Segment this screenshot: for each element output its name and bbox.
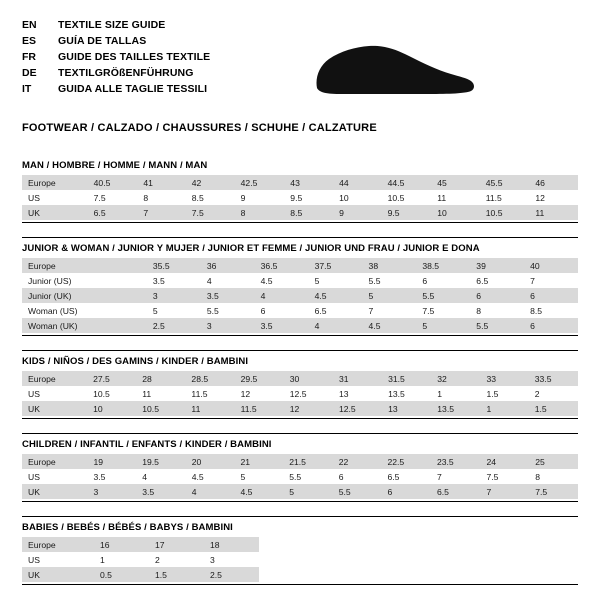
table-row [22, 567, 259, 582]
size-cell: 8.5 [186, 190, 235, 205]
row-label: Woman (US) [22, 303, 93, 318]
size-cell: 3 [88, 484, 137, 499]
size-section [22, 516, 578, 585]
size-cell: 10 [333, 190, 381, 205]
size-cell: 2.5 [204, 567, 259, 582]
size-cell: 4 [255, 288, 309, 303]
size-cell: 6 [470, 288, 524, 303]
language-title-row [22, 18, 210, 32]
size-cell: 11 [185, 401, 234, 416]
size-cell: 4.5 [234, 484, 283, 499]
size-cell: 8 [529, 469, 578, 484]
language-title-row [22, 82, 210, 96]
table-row [22, 469, 578, 484]
language-title: GUIDE DES TAILLES TEXTILE [58, 51, 211, 63]
size-cell: 41 [137, 175, 185, 190]
size-cell: 0.5 [94, 567, 149, 582]
size-cell: 10 [431, 205, 479, 220]
row-label: Europe [22, 258, 93, 273]
size-cell: 5.5 [283, 469, 333, 484]
size-cell: 21 [234, 454, 283, 469]
row-label: UK [22, 567, 94, 582]
table-row [22, 454, 578, 469]
row-label: UK [22, 401, 87, 416]
size-cell: 3.5 [255, 318, 309, 333]
size-cell: 7.5 [186, 205, 235, 220]
size-section-title: MAN / HOMBRE / HOMME / MANN / MAN [22, 160, 208, 171]
size-cell: 11 [136, 386, 185, 401]
shoe-illustration [210, 18, 578, 104]
size-cell: 38 [363, 258, 417, 273]
size-cell: 10.5 [87, 386, 136, 401]
size-section [22, 237, 578, 336]
row-label: US [22, 190, 88, 205]
size-cell: 29.5 [235, 371, 284, 386]
size-cell: 6 [524, 318, 578, 333]
size-cell: 1.5 [529, 401, 578, 416]
size-section [22, 433, 578, 502]
table-row [22, 303, 578, 318]
size-cell [93, 318, 146, 333]
language-title-row [22, 50, 210, 64]
size-cell: 19.5 [136, 454, 186, 469]
language-code: EN [22, 19, 37, 31]
table-row [22, 386, 578, 401]
row-label: Europe [22, 537, 94, 552]
size-cell: 5.5 [416, 288, 470, 303]
size-cell: 8 [470, 303, 524, 318]
size-cell: 10.5 [136, 401, 185, 416]
size-cell: 5.5 [333, 484, 382, 499]
size-cell: 10.5 [382, 190, 432, 205]
size-cell: 5 [309, 273, 363, 288]
language-title: GUIDA ALLE TAGLIE TESSILI [58, 83, 208, 95]
size-cell: 3.5 [201, 288, 255, 303]
size-cell: 4.5 [309, 288, 363, 303]
size-cell: 13.5 [382, 386, 431, 401]
size-cell: 4 [309, 318, 363, 333]
table-row [22, 484, 578, 499]
size-cell: 9.5 [382, 205, 432, 220]
language-title-row [22, 34, 210, 48]
size-cell: 5.5 [363, 273, 417, 288]
size-cell: 44.5 [382, 175, 432, 190]
size-cell: 1 [480, 401, 528, 416]
size-cell: 12 [529, 190, 578, 205]
row-label: US [22, 386, 87, 401]
size-cell: 16 [94, 537, 149, 552]
section-divider [22, 335, 578, 336]
row-label: US [22, 552, 94, 567]
size-cell: 8.5 [524, 303, 578, 318]
language-title-row [22, 66, 210, 80]
section-divider [22, 222, 578, 223]
size-cell: 3.5 [147, 273, 201, 288]
size-cell: 10.5 [480, 205, 530, 220]
size-cell: 7 [137, 205, 185, 220]
size-cell: 28 [136, 371, 185, 386]
size-cell: 46 [529, 175, 578, 190]
size-cell: 7 [524, 273, 578, 288]
size-cell: 39 [470, 258, 524, 273]
size-cell: 36.5 [255, 258, 309, 273]
size-cell: 11 [529, 205, 578, 220]
size-cell: 6 [333, 469, 382, 484]
size-cell: 6.5 [88, 205, 138, 220]
language-code: DE [22, 67, 37, 79]
size-cell: 44 [333, 175, 381, 190]
size-table [22, 454, 578, 499]
size-cell: 5 [283, 484, 333, 499]
size-cell: 10 [87, 401, 136, 416]
size-cell: 19 [88, 454, 137, 469]
size-cell: 5 [416, 318, 470, 333]
size-table [22, 258, 578, 333]
size-section-title: CHILDREN / INFANTIL / ENFANTS / KINDER / BAMBINI [22, 439, 272, 450]
language-code: FR [22, 51, 36, 63]
size-table [22, 175, 578, 220]
row-label: Europe [22, 371, 87, 386]
size-cell: 6 [416, 273, 470, 288]
size-cell: 42.5 [235, 175, 285, 190]
language-code: IT [22, 83, 32, 95]
size-cell: 9.5 [284, 190, 333, 205]
size-cell: 28.5 [185, 371, 234, 386]
size-cell: 6.5 [431, 484, 481, 499]
table-row [22, 318, 578, 333]
size-cell: 38.5 [416, 258, 470, 273]
size-cell: 7.5 [529, 484, 578, 499]
size-cell: 3 [147, 288, 201, 303]
size-cell: 1 [94, 552, 149, 567]
row-label: UK [22, 205, 88, 220]
language-title: TEXTILGRÖßENFÜHRUNG [58, 67, 194, 79]
size-cell: 2 [149, 552, 204, 567]
size-cell: 25 [529, 454, 578, 469]
size-cell: 21.5 [283, 454, 333, 469]
row-label: UK [22, 484, 88, 499]
size-cell [93, 288, 146, 303]
size-section-title: KIDS / NIÑOS / DES GAMINS / KINDER / BAMBINI [22, 356, 249, 367]
language-title-list [22, 18, 210, 96]
size-section [22, 350, 578, 419]
size-cell [93, 273, 146, 288]
section-divider [22, 418, 578, 419]
table-row [22, 190, 578, 205]
table-row [22, 288, 578, 303]
size-cell: 35.5 [147, 258, 201, 273]
size-cell: 11.5 [480, 190, 530, 205]
size-cell: 6.5 [381, 469, 431, 484]
size-cell: 11.5 [185, 386, 234, 401]
size-cell: 2 [529, 386, 578, 401]
size-cell: 7 [431, 469, 481, 484]
table-row [22, 552, 259, 567]
size-cell: 5 [363, 288, 417, 303]
size-section-title: JUNIOR & WOMAN / JUNIOR Y MUJER / JUNIOR ET FEMME / JUNIOR UND FRAU / JUNIOR E DONA [22, 243, 480, 254]
size-cell: 9 [235, 190, 285, 205]
size-cell: 6.5 [309, 303, 363, 318]
size-cell: 4 [136, 469, 186, 484]
size-cell: 43 [284, 175, 333, 190]
size-cell: 6 [381, 484, 431, 499]
size-cell [93, 258, 146, 273]
size-cell: 45.5 [480, 175, 530, 190]
size-cell: 27.5 [87, 371, 136, 386]
size-cell: 23.5 [431, 454, 481, 469]
dress-shoe-icon [299, 32, 479, 104]
row-label: US [22, 469, 88, 484]
size-cell: 40 [524, 258, 578, 273]
size-cell: 3 [201, 318, 255, 333]
size-cell: 22.5 [381, 454, 431, 469]
language-title: GUÍA DE TALLAS [58, 35, 147, 47]
size-cell: 2.5 [147, 318, 201, 333]
table-row [22, 175, 578, 190]
size-cell: 3.5 [88, 469, 137, 484]
size-cell: 42 [186, 175, 235, 190]
size-cell: 12 [284, 401, 333, 416]
size-cell: 4 [201, 273, 255, 288]
section-divider [22, 584, 578, 585]
size-cell: 4.5 [363, 318, 417, 333]
size-cell: 33.5 [529, 371, 578, 386]
size-cell: 5 [234, 469, 283, 484]
table-row [22, 371, 578, 386]
size-cell: 8 [235, 205, 285, 220]
size-cell: 37.5 [309, 258, 363, 273]
size-table [22, 371, 578, 416]
table-row [22, 273, 578, 288]
size-cell: 7 [363, 303, 417, 318]
table-row [22, 205, 578, 220]
size-cell: 13.5 [431, 401, 480, 416]
size-cell: 1 [431, 386, 480, 401]
category-banner: FOOTWEAR / CALZADO / CHAUSSURES / SCHUHE / CALZATURE [22, 122, 377, 134]
size-cell: 12.5 [284, 386, 333, 401]
size-cell: 4.5 [255, 273, 309, 288]
size-cell: 31.5 [382, 371, 431, 386]
language-title: TEXTILE SIZE GUIDE [58, 19, 166, 31]
size-cell: 9 [333, 205, 381, 220]
size-cell: 40.5 [88, 175, 138, 190]
size-tables [0, 160, 600, 585]
size-cell: 12.5 [333, 401, 382, 416]
size-cell: 7.5 [416, 303, 470, 318]
table-row [22, 401, 578, 416]
size-cell: 18 [204, 537, 259, 552]
size-cell: 32 [431, 371, 480, 386]
size-cell: 1.5 [149, 567, 204, 582]
size-cell: 45 [431, 175, 479, 190]
table-row [22, 537, 259, 552]
size-cell: 24 [481, 454, 530, 469]
size-cell: 11.5 [235, 401, 284, 416]
row-label: Junior (US) [22, 273, 93, 288]
size-cell: 6 [524, 288, 578, 303]
size-cell: 8.5 [284, 205, 333, 220]
size-cell: 30 [284, 371, 333, 386]
size-cell: 22 [333, 454, 382, 469]
size-cell [93, 303, 146, 318]
row-label: Woman (UK) [22, 318, 93, 333]
size-cell: 7 [481, 484, 530, 499]
row-label: Europe [22, 175, 88, 190]
size-cell: 31 [333, 371, 382, 386]
size-cell: 36 [201, 258, 255, 273]
row-label: Europe [22, 454, 88, 469]
size-cell: 3 [204, 552, 259, 567]
size-cell: 33 [480, 371, 528, 386]
size-cell: 6 [255, 303, 309, 318]
size-cell: 4 [186, 484, 235, 499]
size-cell: 6.5 [470, 273, 524, 288]
size-cell: 7.5 [481, 469, 530, 484]
size-cell: 5 [147, 303, 201, 318]
size-cell: 4.5 [186, 469, 235, 484]
size-cell: 1.5 [480, 386, 528, 401]
size-cell: 17 [149, 537, 204, 552]
table-row [22, 258, 578, 273]
size-table [22, 537, 259, 582]
size-cell: 13 [333, 386, 382, 401]
size-cell: 5.5 [470, 318, 524, 333]
size-section [22, 160, 578, 223]
size-cell: 5.5 [201, 303, 255, 318]
size-cell: 8 [137, 190, 185, 205]
section-divider [22, 501, 578, 502]
size-cell: 20 [186, 454, 235, 469]
size-section-title: BABIES / BEBÉS / BÉBÉS / BABYS / BAMBINI [22, 522, 233, 533]
size-cell: 12 [235, 386, 284, 401]
language-code: ES [22, 35, 37, 47]
size-cell: 11 [431, 190, 479, 205]
size-cell: 7.5 [88, 190, 138, 205]
row-label: Junior (UK) [22, 288, 93, 303]
size-cell: 3.5 [136, 484, 186, 499]
size-cell: 13 [382, 401, 431, 416]
document-header [0, 0, 600, 112]
